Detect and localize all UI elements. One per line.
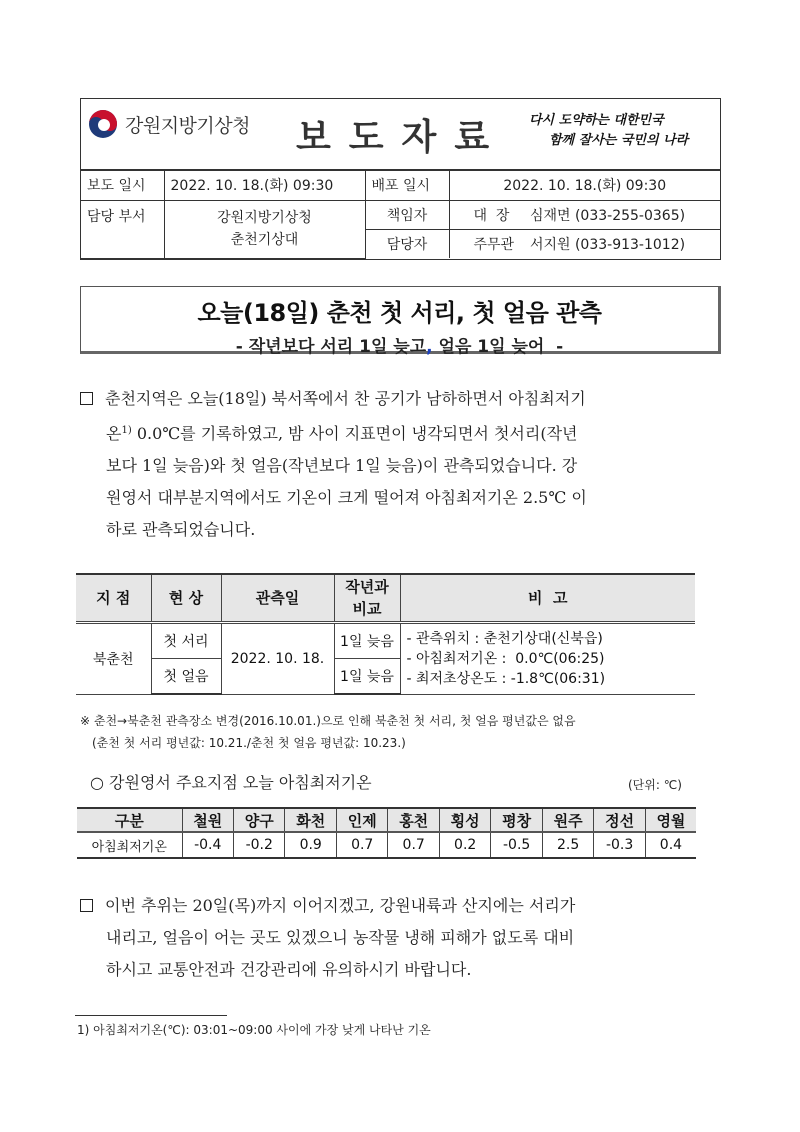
temp-value: 0.9: [285, 832, 336, 858]
station-header: 영월: [645, 808, 696, 832]
contact-title: 주무관: [473, 236, 515, 253]
checkbox-bullet-icon: [80, 899, 93, 912]
remark-line: - 아침최저기온 : 0.0℃(06:25): [406, 650, 605, 667]
manager-title: 대 장: [473, 207, 510, 224]
station-header: 횡성: [439, 808, 490, 832]
paragraph-1: [80, 383, 725, 546]
para1-line4: 원영서 대부분지역에서도 기온이 크게 떨어져 아침최저기온 2.5℃ 이: [106, 488, 587, 507]
observation-table: [76, 573, 695, 695]
station-header: 평창: [491, 808, 542, 832]
para1-line2-post: 0.0℃를 기록하였고, 밤 사이 지표면이 냉각되면서 첫서리(작년: [131, 424, 578, 443]
temp-value: 0.7: [388, 832, 439, 858]
para1-line3: 보다 1일 늦음)와 첫 얼음(작년보다 1일 늦음)이 관측되었습니다. 강: [106, 456, 578, 475]
header-phenomenon: 현 상: [151, 574, 221, 622]
taegeuk-logo-icon: [88, 109, 118, 139]
manager-value: 심재면 (033-255-0365): [529, 207, 686, 224]
press-release-header: [80, 98, 721, 260]
comparison-cell: 1일 늦음: [334, 622, 400, 658]
footnote-ref[interactable]: 1): [121, 425, 132, 436]
station-header: 홍천: [388, 808, 439, 832]
subheadline-part1: - 작년보다 서리 1일 늦고: [235, 337, 427, 357]
temps-header-row: [77, 808, 696, 832]
para1-line2-pre: 온: [106, 424, 122, 443]
headline-box: [80, 286, 721, 357]
para1-line1: 춘천지역은 오늘(18일) 북서쪽에서 찬 공기가 남하하면서 아침최저기: [105, 389, 586, 408]
phenomenon-cell: 첫 얼음: [151, 658, 221, 694]
release-date-label: 보도 일시: [81, 171, 164, 200]
para2-line3: 하시고 교통안전과 건강관리에 유의하시기 바랍니다.: [106, 960, 472, 979]
header-comparison: [334, 574, 400, 622]
release-date-value: 2022. 10. 18.(화) 09:30: [164, 171, 365, 200]
station-cell: 북춘천: [76, 622, 151, 694]
temp-value: 0.7: [336, 832, 387, 858]
temps-header-label: 구분: [77, 808, 182, 832]
temp-value: 0.2: [439, 832, 490, 858]
note-line2: (춘천 첫 서리 평년값: 10.21./춘천 첫 얼음 평년값: 10.23.): [92, 736, 406, 750]
phenomenon-cell: 첫 서리: [151, 622, 221, 658]
header-remarks: 비 고: [400, 574, 695, 622]
footnote: 1) 아침최저기온(℃): 03:01~09:00 사이에 가장 낮게 나타난 기온: [77, 1023, 431, 1037]
contact-value: 서지원 (033-913-1012): [529, 236, 686, 253]
para1-line5: 하로 관측되었습니다.: [106, 520, 256, 539]
slogan-line1: 다시 도약하는 대한민국: [529, 113, 664, 128]
station-header: 인제: [336, 808, 387, 832]
note-line1: ※ 춘천→북춘천 관측장소 변경(2016.10.01.)으로 인해 북춘천 첫 서리, 첫 얼음 평년값은 없음: [80, 714, 576, 728]
subheadline: [81, 332, 718, 357]
remark-line: - 관측위치 : 춘천기상대(신북읍): [406, 630, 603, 647]
comparison-cell: 1일 늦음: [334, 658, 400, 694]
table-row: [76, 622, 695, 658]
headline: 오늘(18일) 춘천 첫 서리, 첫 얼음 관측: [197, 299, 602, 327]
header-comparison-line1: 작년과: [345, 577, 389, 596]
release-info-table: [81, 171, 720, 259]
paragraph-2: [80, 890, 730, 986]
para2-line1: 이번 추위는 20일(목)까지 이어지겠고, 강원내륙과 산지에는 서리가: [105, 896, 576, 915]
unit-label: (단위: ℃): [628, 778, 682, 792]
slogan-line2: 함께 잘사는 국민의 나라: [549, 133, 689, 148]
temp-value: -0.4: [182, 832, 233, 858]
contact-cell: [449, 229, 720, 258]
date-cell: 2022. 10. 18.: [221, 622, 334, 694]
footnote-divider: [75, 1015, 227, 1016]
remark-line: - 최저초상온도 : -1.8℃(06:31): [406, 670, 606, 687]
header-station: 지 점: [76, 574, 151, 622]
remarks-cell: [400, 622, 695, 694]
temp-value: -0.2: [233, 832, 284, 858]
min-temps-table: [77, 807, 696, 859]
department-value: [164, 200, 365, 258]
distribution-date-value: 2022. 10. 18.(화) 09:30: [449, 171, 720, 200]
distribution-date-label: 배포 일시: [365, 171, 449, 200]
header-top: [81, 99, 720, 171]
temps-row-label: 아침최저기온: [77, 832, 182, 858]
temp-value: 2.5: [542, 832, 593, 858]
station-header: 화천: [285, 808, 336, 832]
checkbox-bullet-icon: [80, 392, 93, 405]
contact-label: 담당자: [365, 229, 449, 258]
temp-value: -0.3: [594, 832, 645, 858]
subheadline-part2: 얼음 1일 늦어 -: [432, 337, 564, 357]
manager-label: 책임자: [365, 200, 449, 229]
station-header: 정선: [594, 808, 645, 832]
slogan: [529, 111, 688, 151]
temps-value-row: [77, 832, 696, 858]
org-name: 강원지방기상청: [125, 115, 250, 137]
department-line2: 춘천기상대: [230, 232, 299, 248]
subheadline-comma: ,: [426, 337, 433, 357]
station-header: 철원: [182, 808, 233, 832]
temp-value: 0.4: [645, 832, 696, 858]
manager-cell: [449, 200, 720, 229]
department-line1: 강원지방기상청: [217, 210, 312, 226]
doc-title: 보도자료: [296, 117, 508, 158]
header-comparison-line2: 비교: [352, 599, 382, 618]
header-date: 관측일: [221, 574, 334, 622]
note: [80, 710, 576, 754]
temps-title: ○ 강원영서 주요지점 오늘 아침최저기온: [90, 773, 372, 792]
para2-line2: 내리고, 얼음이 어는 곳도 있겠으니 농작물 냉해 피해가 없도록 대비: [106, 928, 575, 947]
station-header: 원주: [542, 808, 593, 832]
station-header: 양구: [233, 808, 284, 832]
department-label: 담당 부서: [81, 200, 164, 258]
temp-value: -0.5: [491, 832, 542, 858]
